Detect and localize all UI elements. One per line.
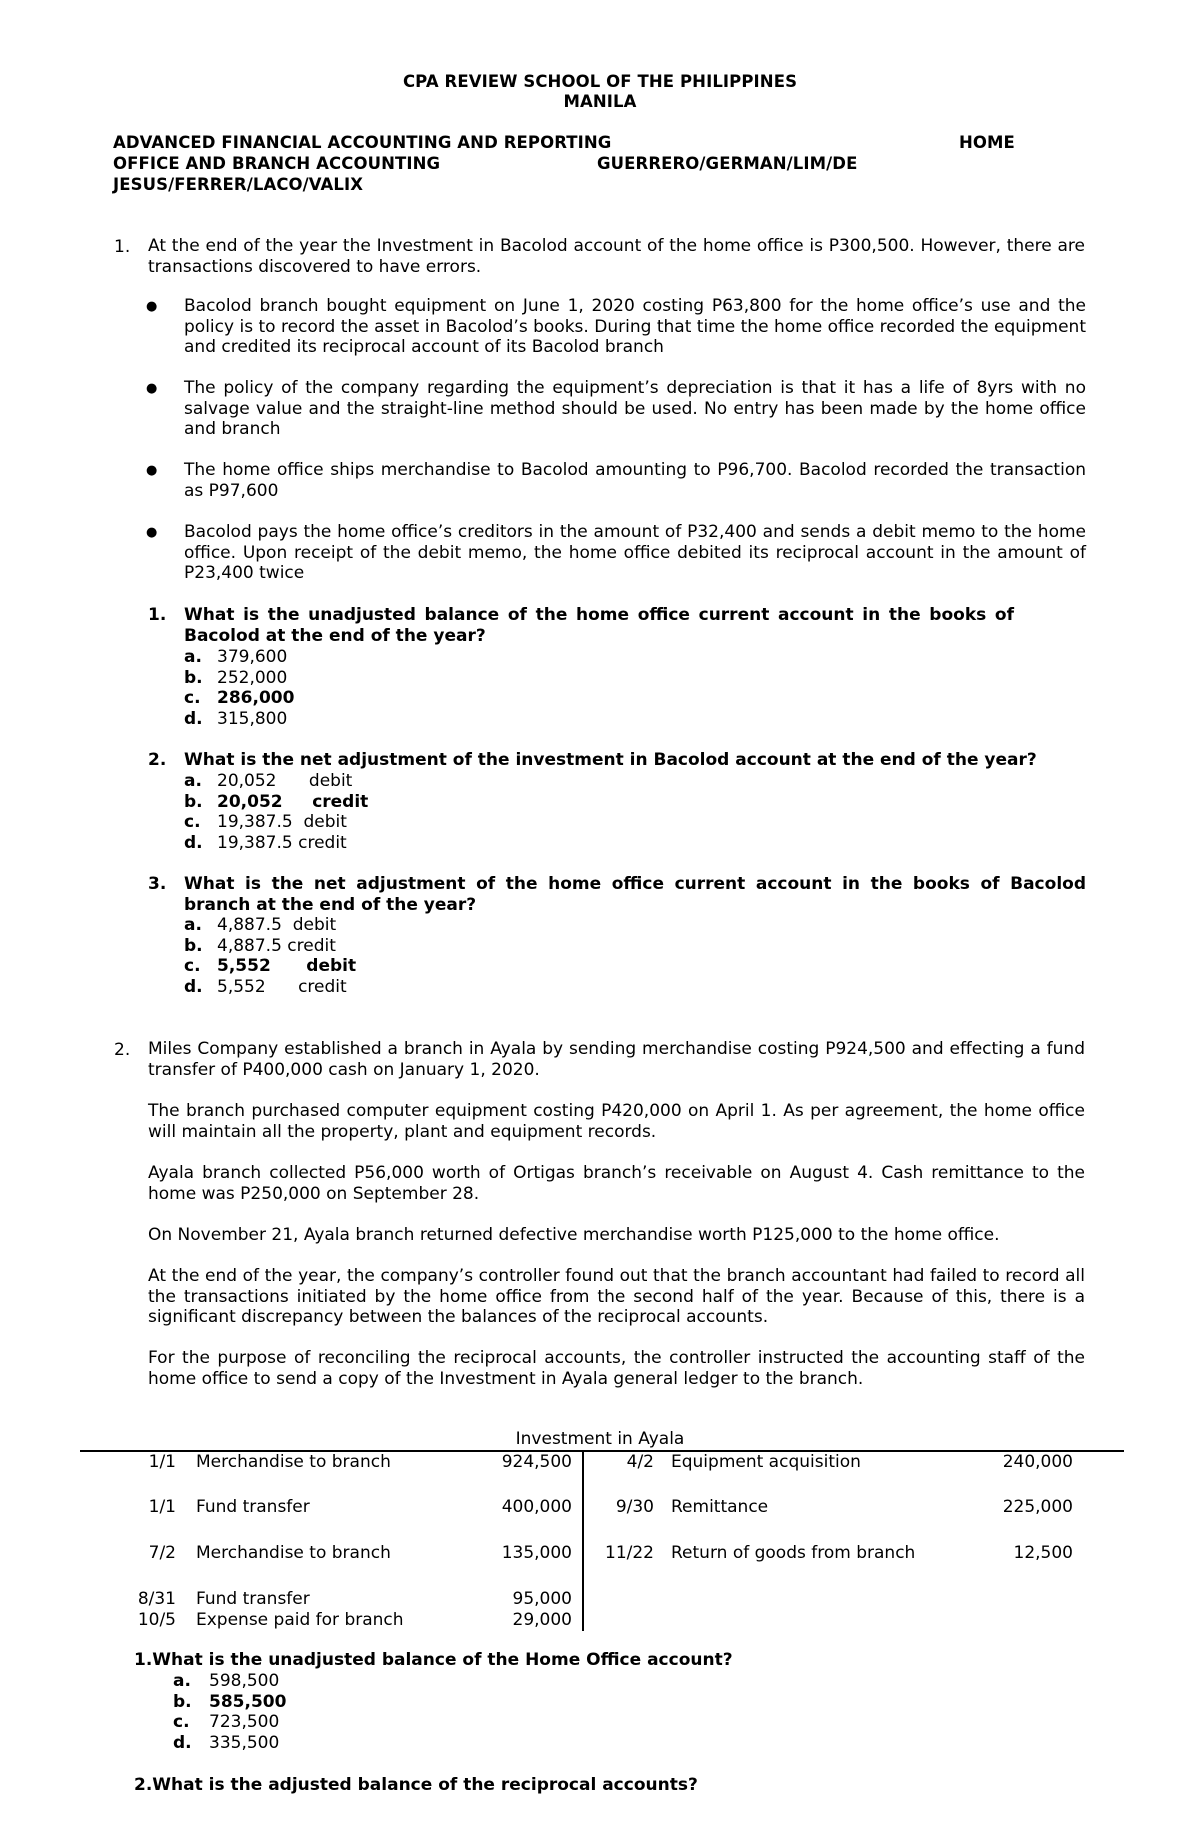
- option-text: 4,887.5 debit: [217, 915, 337, 935]
- problem2-paragraph: For the purpose of reconciling the reciprocal accounts, the controller instructed the accounting staff of the home office to send a copy of the Investment in Ayala general ledger to the branch.: [148, 1348, 1085, 1389]
- bullet-icon: ●: [146, 463, 158, 478]
- ledger-credit-amount: 12,500: [1013, 1543, 1073, 1563]
- answer-option: [184, 668, 287, 689]
- answer-option: [173, 1712, 279, 1733]
- option-label: a.: [184, 771, 202, 791]
- ledger-debit-amount: 924,500: [501, 1452, 572, 1472]
- question-number: 1.: [148, 605, 167, 625]
- option-label: c.: [173, 1712, 190, 1732]
- ledger-debit-date: 1/1: [148, 1497, 176, 1517]
- school-name: CPA REVIEW SCHOOL OF THE PHILIPPINES: [402, 72, 798, 91]
- ledger-debit-amount: 135,000: [501, 1543, 572, 1563]
- ledger-credit-date: 9/30: [615, 1497, 654, 1517]
- answer-option: [184, 956, 356, 977]
- ledger-credit-amount: 240,000: [1002, 1452, 1073, 1472]
- problem2-number: 2.: [114, 1040, 131, 1060]
- option-text: 19,387.5 debit: [217, 812, 347, 832]
- ledger-center-rule: [582, 1451, 584, 1631]
- answer-option: [184, 688, 294, 709]
- question-number: 2.: [148, 750, 167, 770]
- answer-option: [173, 1733, 279, 1754]
- topic-title: OFFICE AND BRANCH ACCOUNTING: [113, 154, 441, 173]
- ledger-debit-desc: Merchandise to branch: [196, 1543, 391, 1563]
- problem1-bullet: The policy of the company regarding the equipment’s depreciation is that it has a life of 8yrs with no salvage value and the straight-line method should be used. No entry has been made by the home office and branch: [184, 378, 1086, 439]
- option-text: 19,387.5 credit: [217, 833, 347, 853]
- ledger-debit-date: 8/31: [137, 1589, 176, 1609]
- answer-option: [184, 833, 347, 854]
- problem1-bullet: Bacolod pays the home office’s creditors in the amount of P32,400 and sends a debit memo to the home office. Upon receipt of the debit memo, the home office debited its reciprocal account in the amount of P23,400 twice: [184, 522, 1086, 583]
- question-text: 1.What is the unadjusted balance of the Home Office account?: [134, 1650, 733, 1670]
- problem2-paragraph: The branch purchased computer equipment costing P420,000 on April 1. As per agreement, the home office will maintain all the property, plant and equipment records.: [148, 1101, 1085, 1142]
- ledger-debit-amount: 29,000: [512, 1610, 572, 1630]
- authors-line2: JESUS/FERRER/LACO/VALIX: [113, 175, 364, 194]
- option-label: b.: [173, 1692, 192, 1712]
- option-label: c.: [184, 956, 201, 976]
- ledger-credit-desc: Equipment acquisition: [671, 1452, 861, 1472]
- option-text-correct: 5,552 debit: [217, 956, 357, 976]
- ledger-debit-desc: Fund transfer: [196, 1497, 310, 1517]
- problem2-paragraph: Miles Company established a branch in Ayala by sending merchandise costing P924,500 and effecting a fund transfer of P400,000 cash on January 1, 2020.: [148, 1039, 1085, 1080]
- answer-option: [184, 792, 368, 813]
- ledger-title: Investment in Ayala: [515, 1429, 685, 1449]
- option-label: b.: [184, 792, 203, 812]
- answer-option: [184, 771, 352, 792]
- option-label: d.: [184, 833, 203, 853]
- question-text: What is the net adjustment of the home office current account in the books of Bacolod branch at the end of the year?: [184, 874, 1086, 915]
- option-label: b.: [184, 668, 203, 688]
- option-text: 20,052 debit: [217, 771, 353, 791]
- problem2-paragraph: Ayala branch collected P56,000 worth of Ortigas branch’s receivable on August 4. Cash remittance to the home was P250,000 on September 28.: [148, 1163, 1085, 1204]
- bullet-icon: ●: [146, 381, 158, 396]
- ledger-debit-amount: 400,000: [501, 1497, 572, 1517]
- ledger-debit-date: 7/2: [148, 1543, 176, 1563]
- option-label: d.: [184, 709, 203, 729]
- ledger-credit-desc: Remittance: [671, 1497, 769, 1517]
- option-text-correct: 286,000: [217, 688, 295, 708]
- authors-line1: GUERRERO/GERMAN/LIM/DE: [597, 154, 858, 173]
- option-label: c.: [184, 688, 201, 708]
- ledger-debit-desc: Expense paid for branch: [196, 1610, 404, 1630]
- problem1-number: 1.: [114, 237, 131, 257]
- option-label: d.: [173, 1733, 192, 1753]
- problem1-bullet: The home office ships merchandise to Bacolod amounting to P96,700. Bacolod recorded the transaction as P97,600: [184, 460, 1086, 501]
- answer-option: [184, 647, 287, 668]
- answer-option: [184, 709, 287, 730]
- ledger-debit-date: 10/5: [137, 1610, 176, 1630]
- bullet-icon: ●: [146, 525, 158, 540]
- option-label: b.: [184, 936, 203, 956]
- option-text-correct: 585,500: [209, 1692, 287, 1712]
- course-title-cont: HOME: [959, 133, 1015, 152]
- option-text: 723,500: [209, 1712, 280, 1732]
- ledger-credit-amount: 225,000: [1002, 1497, 1073, 1517]
- option-text: 4,887.5 credit: [217, 936, 336, 956]
- answer-option: [184, 936, 336, 957]
- ledger-debit-amount: 95,000: [512, 1589, 572, 1609]
- ledger-credit-date: 4/2: [626, 1452, 654, 1472]
- bullet-icon: ●: [146, 299, 158, 314]
- option-label: a.: [173, 1671, 191, 1691]
- problem1-bullet: Bacolod branch bought equipment on June 1, 2020 costing P63,800 for the home office’s use and the policy is to record the asset in Bacolod’s books. During that time the home office recorded the equipment and credited its reciprocal account of its Bacolod branch: [184, 296, 1086, 357]
- option-label: a.: [184, 915, 202, 935]
- school-city: MANILA: [563, 92, 637, 111]
- problem2-paragraph: On November 21, Ayala branch returned defective merchandise worth P125,000 to the home office.: [148, 1225, 1000, 1245]
- ledger-debit-desc: Merchandise to branch: [196, 1452, 391, 1472]
- answer-option: [173, 1671, 279, 1692]
- option-label: c.: [184, 812, 201, 832]
- answer-option: [184, 977, 347, 998]
- ledger-debit-desc: Fund transfer: [196, 1589, 310, 1609]
- answer-option: [184, 915, 336, 936]
- option-label: d.: [184, 977, 203, 997]
- option-text: 315,800: [217, 709, 288, 729]
- option-text: 379,600: [217, 647, 288, 667]
- ledger-credit-date: 11/22: [605, 1543, 654, 1563]
- option-text: 252,000: [217, 668, 288, 688]
- course-title: ADVANCED FINANCIAL ACCOUNTING AND REPORTING: [113, 133, 612, 152]
- option-text: 5,552 credit: [217, 977, 347, 997]
- question-text: What is the net adjustment of the investment in Bacolod account at the end of the year?: [184, 750, 1037, 770]
- option-text-correct: 20,052 credit: [217, 792, 369, 812]
- answer-option: [173, 1692, 286, 1713]
- ledger-debit-date: 1/1: [148, 1452, 176, 1472]
- question-text: 2.What is the adjusted balance of the reciprocal accounts?: [134, 1775, 698, 1795]
- problem2-paragraph: At the end of the year, the company’s controller found out that the branch accountant had failed to record all the transactions initiated by the home office from the second half of the year. Because of this, there is a significant discrepancy between the balances of the reciprocal accounts.: [148, 1266, 1085, 1327]
- ledger-credit-desc: Return of goods from branch: [671, 1543, 916, 1563]
- question-number: 3.: [148, 874, 167, 894]
- option-text: 598,500: [209, 1671, 280, 1691]
- option-text: 335,500: [209, 1733, 280, 1753]
- question-text: What is the unadjusted balance of the home office current account in the books of Bacolod at the end of the year?: [184, 605, 1014, 646]
- answer-option: [184, 812, 347, 833]
- option-label: a.: [184, 647, 202, 667]
- problem1-intro: At the end of the year the Investment in Bacolod account of the home office is P300,500. However, there are transactions discovered to have errors.: [148, 236, 1085, 277]
